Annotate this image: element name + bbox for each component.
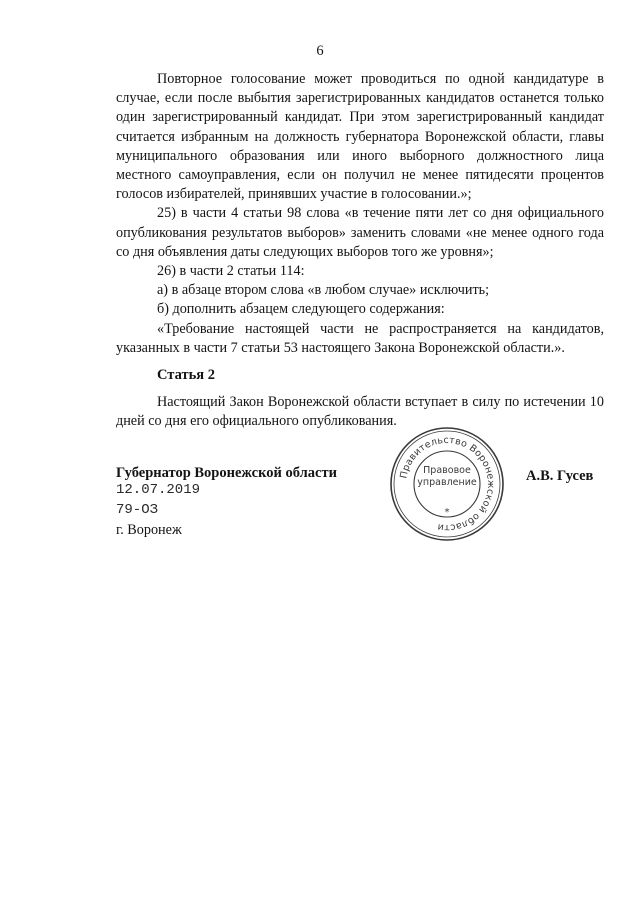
paragraph-repeat-vote: Повторное голосование может проводиться по одной кандидатуре в случае, если после выбытия зарегистрированных кандидатов останется только один зарегистрированный кандидат. При этом зарегистрированный кандидат считается избранным на должность губернатора Воронежской области, главы муниципального образования или иного выборного должностного лица местного самоуправления, если он получил не менее пятидесяти процентов голосов избирателей, принявших участие в голосовании.»; — [116, 71, 604, 203]
stamp-center-line2: управление — [417, 477, 477, 488]
paragraph-item-a: а) в абзаце втором слова «в любом случае» исключить; — [157, 282, 490, 299]
stamp-center-line1: Правовое — [423, 465, 471, 476]
stamp-star: * — [444, 507, 450, 518]
law-number: 79-ОЗ — [116, 502, 159, 518]
article-heading: Статья 2 — [157, 367, 215, 384]
paragraph-item-25: 25) в части 4 статьи 98 слова «в течение пяти лет со дня официального опубликования результатов выборов» заменить словами «не менее одного года со дня объявления даты следующих выборов того же уровня»; — [116, 205, 604, 260]
signatory-title: Губернатор Воронежской области — [116, 465, 337, 481]
paragraph-item-26: 26) в части 2 статьи 114: — [157, 263, 305, 280]
stamp-seal-icon — [386, 423, 508, 545]
stamp-ring-text: Правительство Воронежской области — [398, 434, 497, 534]
document-body — [116, 70, 604, 432]
law-date: 12.07.2019 — [116, 482, 201, 498]
page-number: 6 — [316, 43, 324, 59]
law-city: г. Воронеж — [116, 522, 182, 538]
signatory-name: А.В. Гусев — [526, 468, 594, 484]
official-stamp — [386, 423, 508, 545]
paragraph-quoted-requirement: «Требование настоящей части не распространяется на кандидатов, указанных в части 7 статьи 53 настоящего Закона Воронежской области.». — [116, 320, 604, 356]
article-text: Настоящий Закон Воронежской области вступает в силу по истечении 10 дней со дня его официального опубликования. — [116, 394, 604, 430]
paragraph-item-b: б) дополнить абзацем следующего содержания: — [157, 301, 445, 318]
